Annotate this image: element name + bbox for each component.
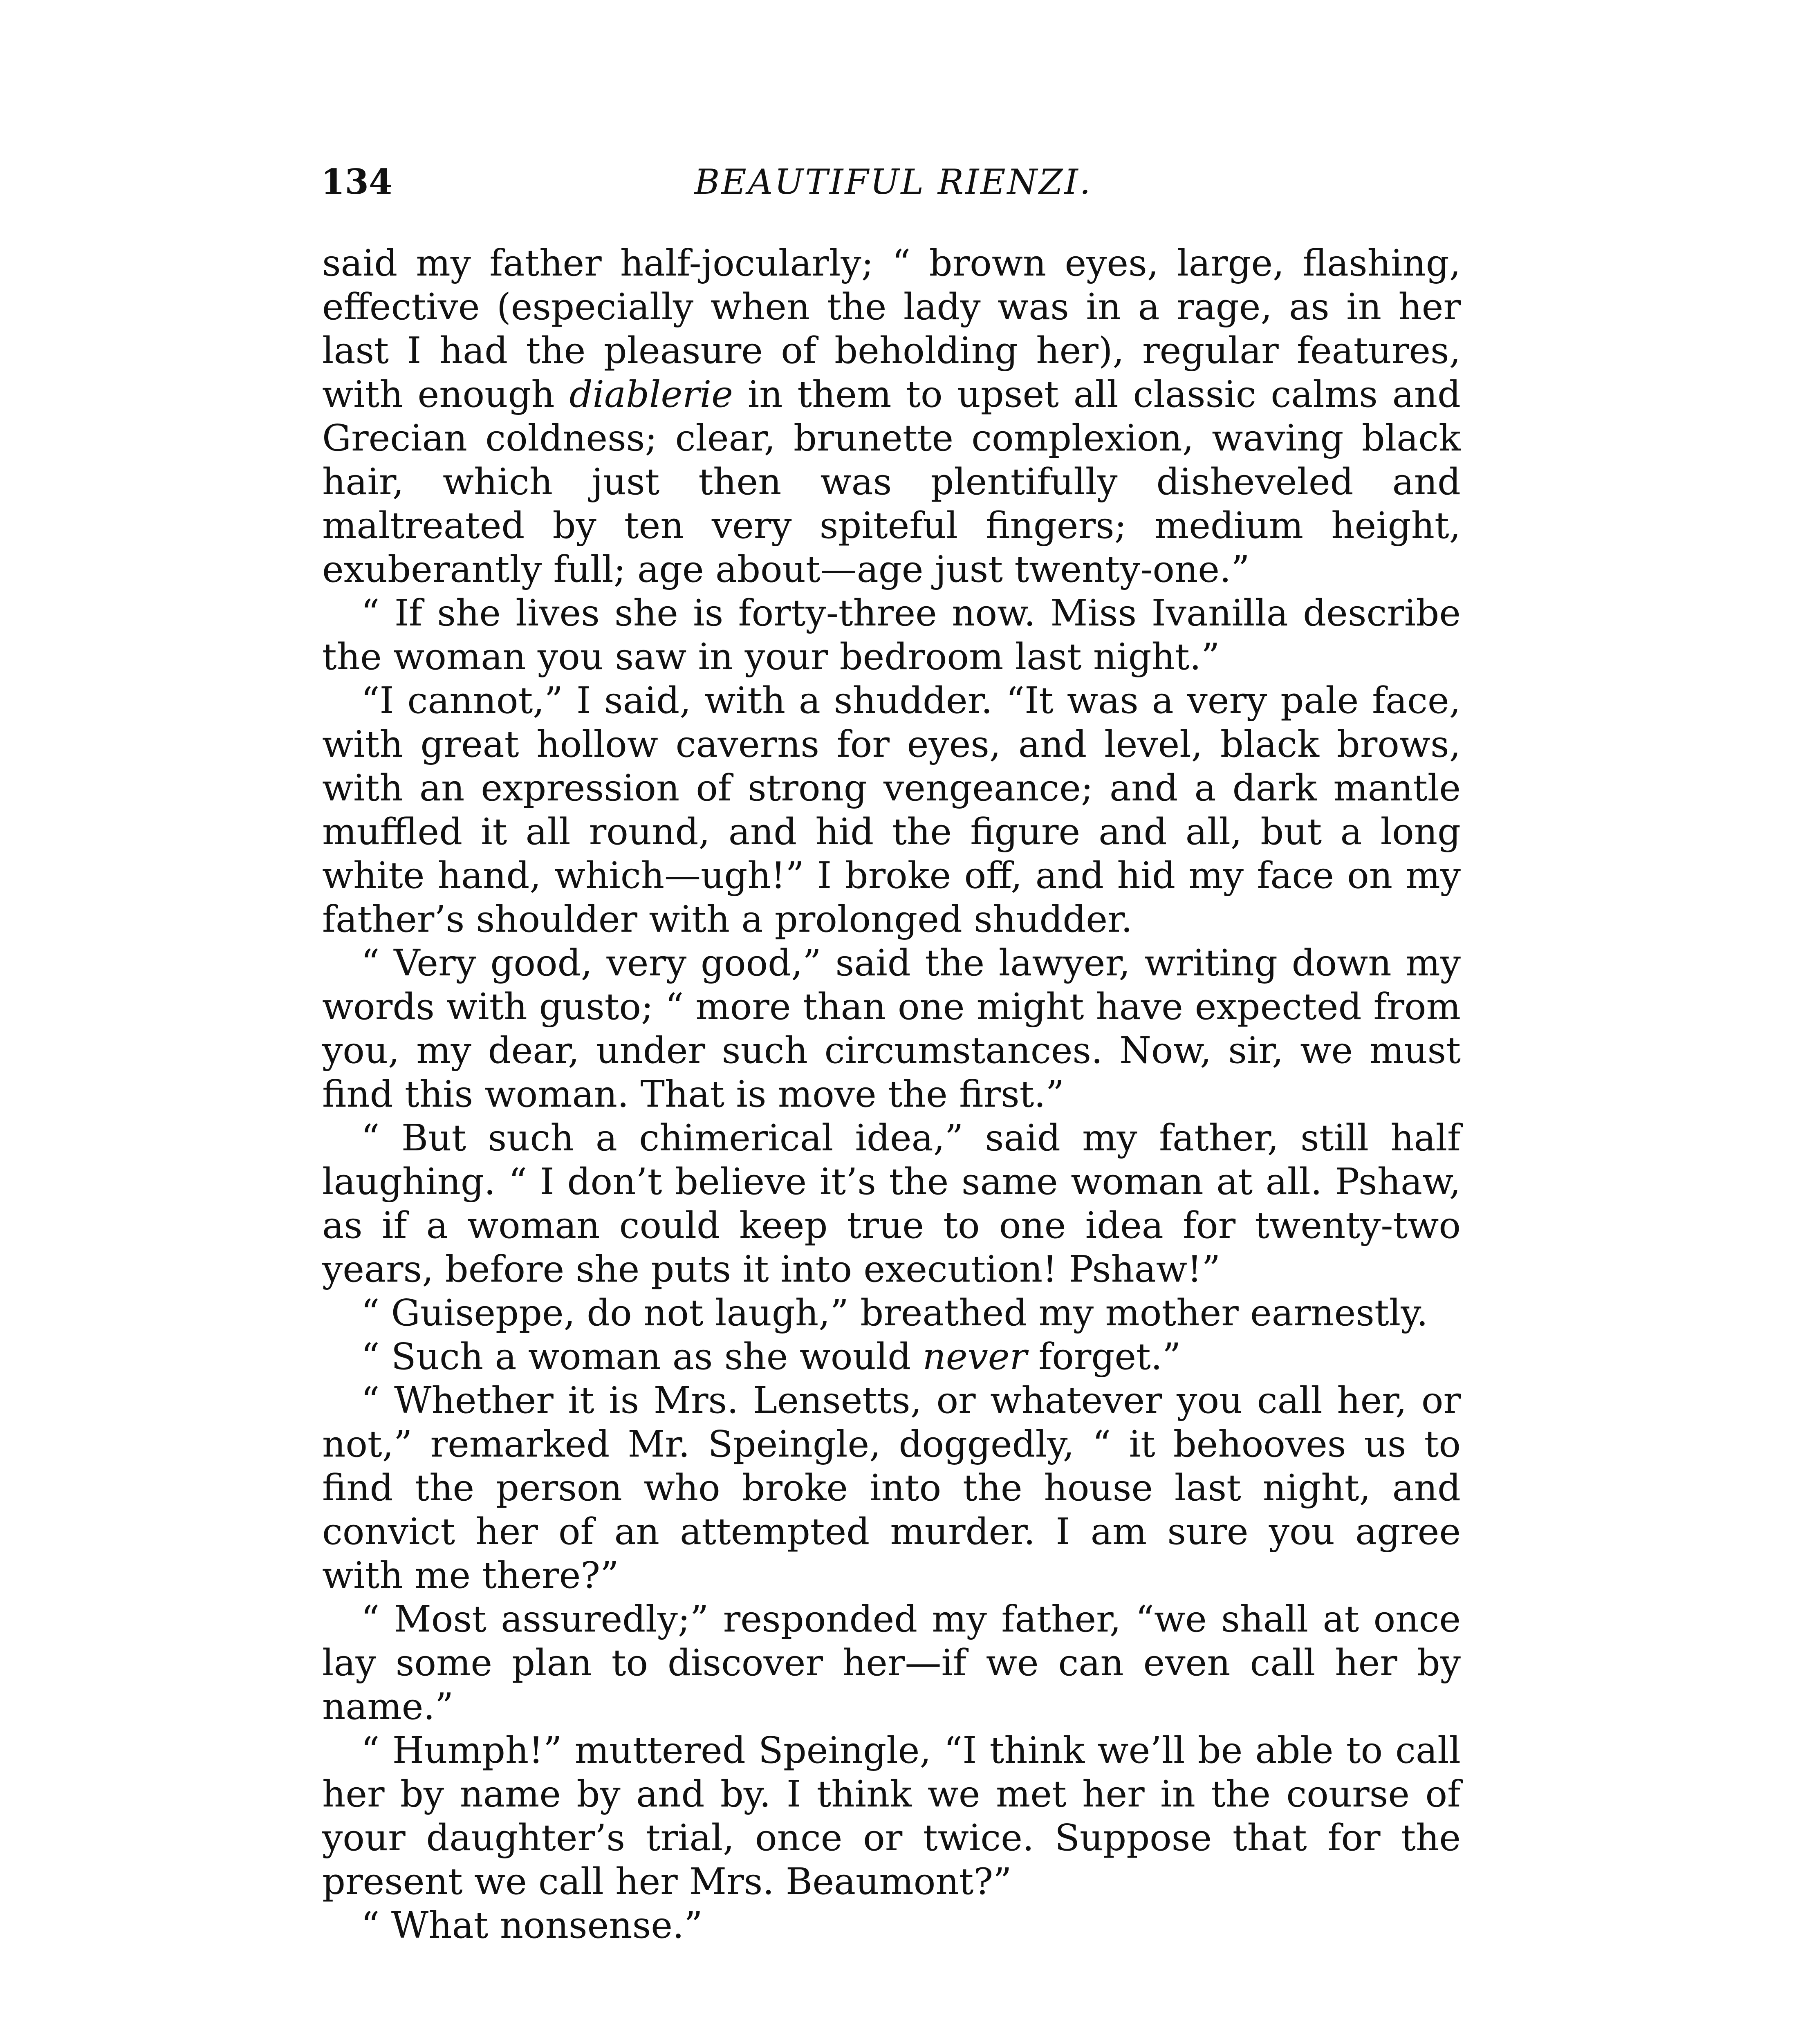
text-segment: “ If she lives she is forty-three now. Miss Ivanilla describe the woman you saw in your bedroom last night.” [322, 592, 1461, 678]
paragraph [322, 1116, 1461, 1291]
paragraph [322, 1378, 1461, 1597]
paragraph [322, 591, 1461, 679]
text-segment: “ Guiseppe, do not laugh,” breathed my mother earnestly. [361, 1291, 1428, 1334]
italic-text: never [922, 1335, 1027, 1378]
paragraph [322, 679, 1461, 941]
page-number: 134 [321, 161, 393, 202]
paragraph [322, 1903, 1461, 1947]
body-text [322, 241, 1461, 1947]
text-segment: “I cannot,” I said, with a shudder. “It was a very pale face, with great hollow caverns for eyes, and level, black brows, with an expression of strong vengeance; and a dark mantle muffled it all round, and hid the figure and all, but a long white hand, which—ugh!” I broke off, and hid my face on my father’s shoulder with a prolonged shudder. [322, 679, 1461, 940]
text-segment: “ Most assuredly;” responded my father, “we shall at once lay some plan to discover her—if we can even call her by name.” [322, 1598, 1461, 1728]
text-segment: “ Such a woman as she would [361, 1335, 923, 1378]
running-head [321, 157, 1466, 206]
paragraph [322, 1291, 1461, 1335]
italic-text: diablerie [569, 373, 733, 415]
text-segment: “ What nonsense.” [361, 1904, 703, 1946]
paragraph [322, 941, 1461, 1116]
paragraph [322, 1728, 1461, 1903]
paragraph [322, 1335, 1461, 1378]
text-segment: “ Whether it is Mrs. Lensetts, or whatever you call her, or not,” remarked Mr. Speingle, doggedly, “ it behooves us to find the person who broke into the house last night, and convict her of an attempted murder. I am sure you agree with me there?” [322, 1379, 1461, 1596]
text-segment: “ Humph!” muttered Speingle, “I think we’ll be able to call her by name by and by. I think we met her in the course of your daughter’s trial, once or twice. Suppose that for the present we call her Mrs. Beaumont?” [322, 1729, 1461, 1903]
paragraph [322, 241, 1461, 591]
text-segment: “ Very good, very good,” said the lawyer, writing down my words with gusto; “ more than one might have expected from you, my dear, under such circumstances. Now, sir, we must find this woman. That is move the first.” [322, 941, 1461, 1115]
text-segment: “ But such a chimerical idea,” said my father, still half laughing. “ I don’t believe it’s the same woman at all. Pshaw, as if a woman could keep true to one idea for twenty-two years, before she puts it into execution! Pshaw!” [322, 1116, 1461, 1290]
running-title: BEAUTIFUL RIENZI. [694, 162, 1092, 202]
text-segment: in them to upset all classic calms and Grecian coldness; clear, brunette complexion, waving black hair, which just then was plentifully disheveled and maltreated by ten very spiteful fingers; medium height, exuberantly full; age about—age just twenty-one.” [322, 373, 1461, 590]
text-segment: forget.” [1027, 1335, 1181, 1378]
text-segment: said my father half-jocularly; “ brown eyes, large, flashing, effective (especially when the lady was in a rage, as in her last I had the pleasure of beholding her), regular features, with enough [322, 242, 1461, 415]
paragraph [322, 1597, 1461, 1728]
